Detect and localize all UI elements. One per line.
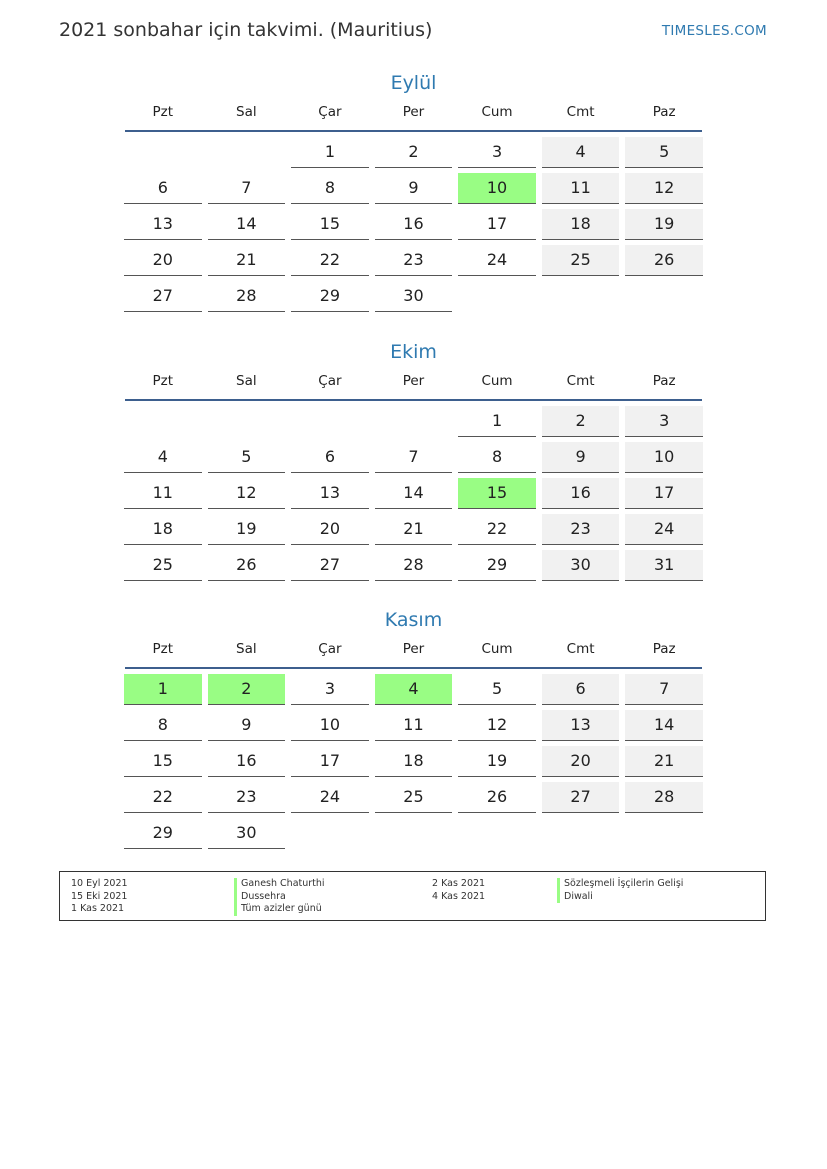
- day-cell: [288, 550, 372, 586]
- day-number: 30: [542, 550, 620, 581]
- day-number: 12: [458, 710, 536, 741]
- day-number: 16: [208, 746, 286, 777]
- header-divider: [125, 667, 702, 669]
- day-number: 24: [458, 245, 536, 276]
- day-cell: [205, 478, 289, 514]
- day-cell: [622, 173, 706, 209]
- day-cell: [288, 782, 372, 818]
- day-cell: [372, 746, 456, 782]
- day-number: 11: [124, 478, 202, 509]
- legend-date: 4 Kas 2021: [432, 890, 486, 902]
- day-cell: [205, 514, 289, 550]
- day-cell: [205, 173, 289, 209]
- day-cell: [372, 173, 456, 209]
- day-number: 25: [124, 550, 202, 581]
- day-number: 2: [375, 137, 453, 168]
- day-number: 22: [458, 514, 536, 545]
- day-number: 7: [625, 674, 703, 705]
- day-number: 20: [291, 514, 369, 545]
- day-number: 5: [208, 442, 286, 473]
- day-number: 11: [542, 173, 620, 204]
- legend-dates-left: [71, 878, 128, 916]
- day-number: 13: [124, 209, 202, 240]
- weekday-label: Sal: [236, 104, 257, 120]
- day-number: 3: [291, 674, 369, 705]
- empty-cell: [288, 406, 372, 442]
- legend-holiday-name: Dussehra: [234, 891, 325, 904]
- holiday-day-cell: [121, 674, 205, 710]
- day-number: 17: [625, 478, 703, 509]
- legend-holiday-name: Ganesh Chaturthi: [234, 878, 325, 891]
- weekday-label: Per: [402, 641, 425, 657]
- day-number: 24: [291, 782, 369, 813]
- day-cell: [205, 710, 289, 746]
- month-title: Ekim: [390, 341, 437, 363]
- day-cell: [288, 478, 372, 514]
- month-calendar: [121, 605, 706, 854]
- day-cell: [622, 478, 706, 514]
- day-number: 10: [625, 442, 703, 473]
- day-number: 28: [208, 281, 286, 312]
- empty-cell: [205, 406, 289, 442]
- day-cell: [622, 674, 706, 710]
- day-number: 18: [124, 514, 202, 545]
- legend-date: 1 Kas 2021: [71, 903, 125, 914]
- empty-cell: [121, 137, 205, 173]
- day-cell: [205, 746, 289, 782]
- day-number: 26: [625, 245, 703, 276]
- day-cell: [121, 209, 205, 245]
- weekday-label: Pzt: [152, 641, 174, 657]
- day-number: 5: [458, 674, 536, 705]
- month-calendar: [121, 68, 706, 317]
- day-number: 27: [542, 782, 620, 813]
- day-number: 4: [375, 674, 453, 705]
- day-cell: [622, 746, 706, 782]
- day-number: 3: [458, 137, 536, 168]
- weekday-label: Cum: [481, 104, 513, 120]
- day-cell: [622, 514, 706, 550]
- day-number: 2: [208, 674, 286, 705]
- empty-cell: [205, 137, 289, 173]
- day-number: 4: [542, 137, 620, 168]
- day-number: 19: [625, 209, 703, 240]
- day-cell: [622, 710, 706, 746]
- legend-date: 15 Eki 2021: [71, 890, 128, 902]
- day-cell: [288, 281, 372, 317]
- day-cell: [539, 442, 623, 478]
- day-number: 28: [625, 782, 703, 813]
- day-cell: [121, 514, 205, 550]
- day-number: 29: [291, 281, 369, 312]
- day-number: 2: [542, 406, 620, 437]
- day-cell: [455, 746, 539, 782]
- day-number: 27: [291, 550, 369, 581]
- day-number: 31: [625, 550, 703, 581]
- day-cell: [539, 514, 623, 550]
- holiday-legend: [59, 871, 766, 921]
- day-number: 1: [124, 674, 202, 705]
- weekday-header: [121, 371, 706, 399]
- weekday-label: Paz: [652, 641, 676, 657]
- day-number: 25: [542, 245, 620, 276]
- day-number: 7: [208, 173, 286, 204]
- day-number: 24: [625, 514, 703, 545]
- day-cell: [288, 173, 372, 209]
- legend-names-left: [234, 878, 325, 916]
- day-number: 30: [375, 281, 453, 312]
- day-cell: [622, 550, 706, 586]
- day-number: 7: [375, 442, 453, 473]
- day-cell: [288, 442, 372, 478]
- day-number: 26: [458, 782, 536, 813]
- day-cell: [372, 209, 456, 245]
- day-cell: [372, 245, 456, 281]
- day-number: 19: [208, 514, 286, 545]
- day-number: 5: [625, 137, 703, 168]
- day-cell: [622, 209, 706, 245]
- day-number: 16: [375, 209, 453, 240]
- day-number: 19: [458, 746, 536, 777]
- day-cell: [288, 746, 372, 782]
- day-number: 6: [542, 674, 620, 705]
- day-cell: [205, 818, 289, 854]
- weekday-label: Çar: [318, 373, 342, 389]
- day-cell: [205, 209, 289, 245]
- day-number: 22: [124, 782, 202, 813]
- weekday-label: Paz: [652, 104, 676, 120]
- legend-holiday-name: Tüm azizler günü: [234, 903, 325, 916]
- day-number: 14: [208, 209, 286, 240]
- day-number: 20: [124, 245, 202, 276]
- day-cell: [539, 209, 623, 245]
- day-cell: [455, 406, 539, 442]
- month-title: Kasım: [384, 609, 443, 631]
- day-cell: [455, 137, 539, 173]
- day-cell: [121, 281, 205, 317]
- day-cell: [372, 710, 456, 746]
- weekday-label: Çar: [318, 641, 342, 657]
- day-number: 20: [542, 746, 620, 777]
- day-cell: [121, 442, 205, 478]
- weekday-label: Cum: [481, 641, 513, 657]
- weekday-label: Pzt: [152, 373, 174, 389]
- day-number: 27: [124, 281, 202, 312]
- day-cell: [205, 550, 289, 586]
- day-cell: [372, 478, 456, 514]
- day-cell: [205, 281, 289, 317]
- weekday-label: Çar: [318, 104, 342, 120]
- day-number: 23: [208, 782, 286, 813]
- holiday-day-cell: [205, 674, 289, 710]
- day-number: 3: [625, 406, 703, 437]
- day-number: 17: [291, 746, 369, 777]
- day-cell: [539, 550, 623, 586]
- day-cell: [539, 137, 623, 173]
- day-cell: [455, 245, 539, 281]
- day-number: 14: [375, 478, 453, 509]
- day-number: 30: [208, 818, 286, 849]
- day-number: 13: [291, 478, 369, 509]
- weekday-label: Cmt: [566, 104, 595, 120]
- day-cell: [539, 674, 623, 710]
- legend-date: 2 Kas 2021: [432, 878, 486, 889]
- day-number: 21: [625, 746, 703, 777]
- day-number: 26: [208, 550, 286, 581]
- day-number: 18: [542, 209, 620, 240]
- day-grid: [121, 674, 706, 854]
- day-cell: [539, 478, 623, 514]
- weekday-header: [121, 639, 706, 667]
- day-cell: [539, 782, 623, 818]
- day-number: 29: [458, 550, 536, 581]
- holiday-day-cell: [372, 674, 456, 710]
- day-cell: [539, 746, 623, 782]
- header-divider: [125, 399, 702, 401]
- day-cell: [288, 137, 372, 173]
- day-cell: [539, 710, 623, 746]
- day-number: 17: [458, 209, 536, 240]
- day-number: 4: [124, 442, 202, 473]
- weekday-label: Cmt: [566, 641, 595, 657]
- day-cell: [288, 245, 372, 281]
- legend-dates-right: [432, 878, 485, 903]
- weekday-label: Cum: [481, 373, 513, 389]
- day-number: 14: [625, 710, 703, 741]
- day-cell: [372, 281, 456, 317]
- day-cell: [622, 442, 706, 478]
- day-number: 21: [208, 245, 286, 276]
- day-number: 10: [291, 710, 369, 741]
- day-number: 29: [124, 818, 202, 849]
- day-cell: [455, 442, 539, 478]
- day-cell: [455, 782, 539, 818]
- weekday-header: [121, 102, 706, 130]
- day-cell: [121, 818, 205, 854]
- day-grid: [121, 406, 706, 586]
- day-cell: [455, 209, 539, 245]
- day-cell: [622, 137, 706, 173]
- day-cell: [539, 245, 623, 281]
- month-title: Eylül: [390, 72, 437, 94]
- legend-names-right: [557, 878, 683, 903]
- day-cell: [288, 710, 372, 746]
- day-cell: [121, 782, 205, 818]
- day-number: 16: [542, 478, 620, 509]
- weekday-label: Per: [402, 104, 425, 120]
- brand-link[interactable]: TIMESLES.COM: [661, 23, 767, 39]
- day-number: 9: [375, 173, 453, 204]
- day-number: 15: [124, 746, 202, 777]
- day-cell: [539, 173, 623, 209]
- day-cell: [205, 782, 289, 818]
- day-cell: [121, 245, 205, 281]
- day-number: 9: [542, 442, 620, 473]
- weekday-label: Sal: [236, 373, 257, 389]
- day-number: 12: [625, 173, 703, 204]
- day-cell: [288, 674, 372, 710]
- weekday-label: Sal: [236, 641, 257, 657]
- day-number: 13: [542, 710, 620, 741]
- day-number: 8: [458, 442, 536, 473]
- legend-holiday-name: Sözleşmeli İşçilerin Gelişi: [557, 878, 683, 891]
- day-number: 8: [124, 710, 202, 741]
- day-number: 8: [291, 173, 369, 204]
- day-number: 23: [542, 514, 620, 545]
- day-cell: [288, 514, 372, 550]
- page-title: 2021 sonbahar için takvimi. (Mauritius): [59, 19, 433, 41]
- day-cell: [455, 710, 539, 746]
- month-calendar: [121, 337, 706, 586]
- day-cell: [121, 173, 205, 209]
- day-number: 22: [291, 245, 369, 276]
- day-number: 10: [458, 173, 536, 204]
- day-number: 12: [208, 478, 286, 509]
- day-cell: [539, 406, 623, 442]
- day-cell: [121, 710, 205, 746]
- day-cell: [372, 782, 456, 818]
- day-cell: [622, 245, 706, 281]
- day-cell: [372, 442, 456, 478]
- holiday-day-cell: [455, 478, 539, 514]
- day-number: 1: [458, 406, 536, 437]
- day-number: 21: [375, 514, 453, 545]
- day-cell: [372, 137, 456, 173]
- day-number: 25: [375, 782, 453, 813]
- day-number: 15: [291, 209, 369, 240]
- day-number: 23: [375, 245, 453, 276]
- day-number: 1: [291, 137, 369, 168]
- day-cell: [622, 406, 706, 442]
- legend-holiday-name: Diwali: [557, 891, 683, 904]
- day-grid: [121, 137, 706, 317]
- empty-cell: [121, 406, 205, 442]
- weekday-label: Cmt: [566, 373, 595, 389]
- day-cell: [121, 746, 205, 782]
- day-cell: [622, 782, 706, 818]
- day-cell: [121, 550, 205, 586]
- day-number: 28: [375, 550, 453, 581]
- weekday-label: Per: [402, 373, 425, 389]
- day-number: 11: [375, 710, 453, 741]
- legend-date: 10 Eyl 2021: [71, 878, 128, 889]
- header-divider: [125, 130, 702, 132]
- day-cell: [288, 209, 372, 245]
- day-number: 18: [375, 746, 453, 777]
- day-number: 6: [124, 173, 202, 204]
- day-cell: [372, 514, 456, 550]
- day-number: 9: [208, 710, 286, 741]
- day-cell: [455, 550, 539, 586]
- day-number: 15: [458, 478, 536, 509]
- weekday-label: Pzt: [152, 104, 174, 120]
- day-cell: [455, 514, 539, 550]
- day-cell: [455, 674, 539, 710]
- day-cell: [205, 245, 289, 281]
- day-cell: [205, 442, 289, 478]
- empty-cell: [372, 406, 456, 442]
- day-number: 6: [291, 442, 369, 473]
- day-cell: [121, 478, 205, 514]
- holiday-day-cell: [455, 173, 539, 209]
- weekday-label: Paz: [652, 373, 676, 389]
- day-cell: [372, 550, 456, 586]
